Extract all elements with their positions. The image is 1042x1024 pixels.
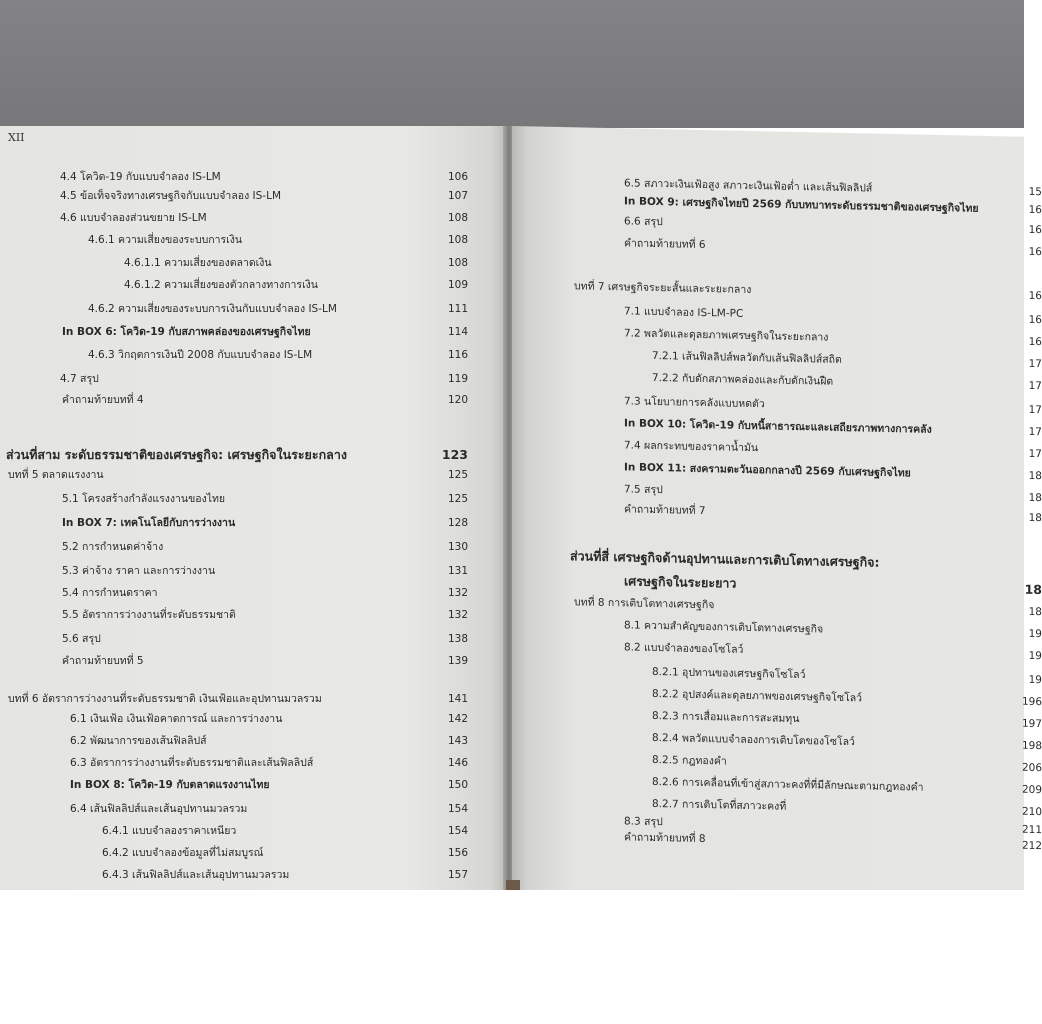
toc-entry-title: 5.6 สรุป xyxy=(62,633,101,645)
toc-entry-title: 5.1 โครงสร้างกำลังแรงงานของไทย xyxy=(62,493,226,505)
toc-entry xyxy=(652,709,1042,731)
toc-entry-page: 211 xyxy=(1021,823,1042,837)
toc-entry-title: 7.2.1 เส้นฟิลลิปส์พลวัตกับเส้นฟิลลิปส์สถิต xyxy=(652,349,842,366)
toc-entry xyxy=(652,775,1042,797)
toc-entry-title: คำถามท้ายบทที่ 8 xyxy=(624,831,706,846)
toc-entry-page: 209 xyxy=(1021,783,1042,797)
toc-entry-page: 16 xyxy=(1028,203,1042,217)
toc-entry-title: In BOX 10: โควิด-19 กับหนี้สาธารณะและเสถียรภาพทางการคลัง xyxy=(624,417,932,436)
toc-entry xyxy=(62,564,506,578)
toc-entry-page: 19 xyxy=(1028,627,1042,641)
toc-entry-page: 132 xyxy=(447,587,468,599)
toc-entry-title: ส่วนที่สาม ระดับธรรมชาติของเศรษฐกิจ: เศรษฐกิจในระยะกลาง xyxy=(6,447,347,462)
toc-entry xyxy=(88,302,506,316)
toc-entry-title: 6.4.1 แบบจำลองราคาเหนียว xyxy=(102,825,237,837)
toc-entry-page: 17 xyxy=(1028,379,1042,393)
toc-entry-page: 107 xyxy=(447,190,468,202)
toc-entry-title: 6.6 สรุป xyxy=(624,215,663,229)
toc-entry-page: 108 xyxy=(447,234,468,246)
toc-entry-title: 6.4 เส้นฟิลลิปส์และเส้นอุปทานมวลรวม xyxy=(70,803,248,815)
toc-entry-page: 17 xyxy=(1028,447,1042,461)
toc-entry-page: 138 xyxy=(447,633,468,645)
toc-entry-title: 8.3 สรุป xyxy=(624,815,663,829)
toc-entry-title: 8.2 แบบจำลองของโซโลว์ xyxy=(624,641,744,656)
toc-entry xyxy=(60,170,506,184)
toc-entry-title: In BOX 9: เศรษฐกิจไทยปี 2569 กับบทบาทระดับธรรมชาติของเศรษฐกิจไทย xyxy=(624,195,979,215)
toc-entry-page: 125 xyxy=(447,469,468,481)
toc-entry-page: 198 xyxy=(1021,739,1042,753)
toc-entry-page: 120 xyxy=(447,394,468,406)
toc-entry xyxy=(652,687,1042,709)
toc-entry xyxy=(624,482,1042,505)
toc-entry-page: 119 xyxy=(447,373,468,385)
toc-entry-page: 125 xyxy=(447,493,468,505)
toc-entry xyxy=(624,640,1042,663)
toc-entry-page: 18 xyxy=(1028,605,1042,619)
toc-entry-page: 210 xyxy=(1021,805,1042,819)
toc-entry-title: 4.6 แบบจำลองส่วนขยาย IS-LM xyxy=(60,212,207,224)
toc-entry xyxy=(60,189,506,203)
toc-entry-title: 8.1 ความสำคัญของการเติบโตทางเศรษฐกิจ xyxy=(624,619,824,636)
toc-entry xyxy=(624,618,1042,641)
toc-entry-page: 130 xyxy=(447,541,468,553)
toc-entry-title: 7.3 นโยบายการคลังแบบหดตัว xyxy=(624,395,765,411)
toc-entry-page: 108 xyxy=(447,212,468,224)
toc-entry xyxy=(624,304,1042,327)
toc-entry-title: เศรษฐกิจในระยะยาว xyxy=(624,573,737,591)
toc-entry xyxy=(624,460,1042,483)
toc-entry-page: 114 xyxy=(447,326,468,338)
toc-entry xyxy=(62,654,506,668)
toc-entry-page: 18 xyxy=(1028,469,1042,483)
toc-entry-title: คำถามท้ายบทที่ 4 xyxy=(62,394,144,406)
background-top xyxy=(0,0,1024,128)
toc-entry xyxy=(62,393,506,407)
toc-entry-title: 7.2 พลวัตและดุลยภาพเศรษฐกิจในระยะกลาง xyxy=(624,327,829,344)
toc-entry xyxy=(62,540,506,554)
toc-entry xyxy=(60,372,506,386)
toc-entry-page: 139 xyxy=(447,655,468,667)
toc-entry-title: 4.6.2 ความเสี่ยงของระบบการเงินกับแบบจำลอง IS-LM xyxy=(88,303,337,315)
toc-entry-title: 4.6.1 ความเสี่ยงของระบบการเงิน xyxy=(88,234,243,246)
toc-entry xyxy=(62,608,506,622)
toc-entry-page: 157 xyxy=(447,869,468,881)
toc-entry xyxy=(60,211,506,225)
toc-part-heading xyxy=(624,572,1042,598)
toc-entry-page: 154 xyxy=(447,825,468,837)
toc-entry-title: 6.1 เงินเฟ้อ เงินเฟ้อคาดการณ์ และการว่างงาน xyxy=(70,713,283,725)
toc-entry-title: 6.3 อัตราการว่างงานที่ระดับธรรมชาติและเส้นฟิลลิปส์ xyxy=(70,757,314,769)
toc-entry-page: 132 xyxy=(447,609,468,621)
toc-entry-title: 8.2.3 การเสื่อมและการสะสมทุน xyxy=(652,709,800,726)
toc-entry-page: 15 xyxy=(1028,185,1042,199)
toc-entry-title: In BOX 6: โควิด-19 กับสภาพคล่องของเศรษฐกิจไทย xyxy=(62,326,311,338)
toc-entry xyxy=(624,326,1042,349)
toc-entry xyxy=(62,632,506,646)
toc-entry-page xyxy=(1002,556,1042,557)
toc-entry-title: 8.2.6 การเคลื่อนที่เข้าสู่สภาวะคงที่ที่มีลักษณะตามกฎทองคำ xyxy=(652,775,924,794)
page-folio: XII xyxy=(8,131,25,144)
toc-entry-page: 16 xyxy=(1028,289,1042,303)
toc-entry-title: 6.5 สภาวะเงินเฟ้อสูง สภาวะเงินเฟ้อต่ำ และเส้นฟิลลิปส์ xyxy=(624,177,873,195)
toc-entry-page: 131 xyxy=(447,565,468,577)
toc-entry xyxy=(624,214,1042,237)
toc-entry-title: 6.4.3 เส้นฟิลลิปส์และเส้นอุปทานมวลรวม xyxy=(102,869,290,881)
toc-entry xyxy=(652,371,1042,393)
toc-entry-title: 4.6.3 วิกฤตการเงินปี 2008 กับแบบจำลอง IS-LM xyxy=(88,349,313,361)
toc-entry xyxy=(70,734,506,748)
toc-entry xyxy=(624,416,1042,439)
toc-entry-page: 142 xyxy=(447,713,468,725)
toc-entry-title: คำถามท้ายบทที่ 7 xyxy=(624,503,706,518)
background-bottom xyxy=(0,890,1024,1024)
toc-entry-title: บทที่ 7 เศรษฐกิจระยะสั้นและระยะกลาง xyxy=(574,280,752,297)
toc-entry-title: In BOX 8: โควิด-19 กับตลาดแรงงานไทย xyxy=(70,779,270,791)
toc-entry-title: บทที่ 6 อัตราการว่างงานที่ระดับธรรมชาติ เงินเฟ้อและอุปทานมวลรวม xyxy=(8,693,322,705)
toc-entry xyxy=(652,349,1042,371)
toc-entry-page: 146 xyxy=(447,757,468,769)
right-page xyxy=(512,126,1042,907)
toc-entry-page: 16 xyxy=(1028,223,1042,237)
toc-entry xyxy=(124,278,506,292)
toc-entry xyxy=(88,233,506,247)
toc-entry xyxy=(624,236,1042,259)
toc-entry-title: บทที่ 8 การเติบโตทางเศรษฐกิจ xyxy=(574,596,715,612)
toc-entry xyxy=(624,438,1042,461)
toc-entry-page: 206 xyxy=(1021,761,1042,775)
toc-entry xyxy=(102,824,506,838)
toc-entry-page: 116 xyxy=(447,349,468,361)
toc-entry xyxy=(102,868,506,882)
toc-entry xyxy=(574,595,1042,619)
toc-entry xyxy=(652,665,1042,687)
toc-entry-title: 8.2.7 การเติบโตที่สภาวะคงที่ xyxy=(652,797,787,813)
toc-entry-title: 4.6.1.1 ความเสี่ยงของตลาดเงิน xyxy=(124,257,272,269)
toc-entry-page: 18 xyxy=(1028,491,1042,505)
toc-entry-title: 4.7 สรุป xyxy=(60,373,99,385)
toc-entry xyxy=(62,586,506,600)
toc-entry-title: 7.5 สรุป xyxy=(624,483,663,497)
toc-entry-page: 18 xyxy=(1024,581,1042,598)
toc-entry-title: 5.2 การกำหนดค่าจ้าง xyxy=(62,541,164,553)
toc-entry-title: 6.2 พัฒนาการของเส้นฟิลลิปส์ xyxy=(70,735,207,747)
toc-entry-page: 16 xyxy=(1028,245,1042,259)
toc-entry xyxy=(8,468,506,482)
toc-entry-title: In BOX 11: สงครามตะวันออกกลางปี 2569 กับเศรษฐกิจไทย xyxy=(624,461,911,480)
toc-entry xyxy=(124,256,506,270)
toc-entry-title: 6.4.2 แบบจำลองข้อมูลที่ไม่สมบูรณ์ xyxy=(102,847,264,859)
toc-entry xyxy=(8,692,506,706)
toc-entry xyxy=(574,279,1042,303)
toc-entry-title: In BOX 7: เทคโนโลยีกับการว่างงาน xyxy=(62,517,236,529)
toc-entry xyxy=(62,516,506,530)
toc-entry-title: 5.5 อัตราการว่างงานที่ระดับธรรมชาติ xyxy=(62,609,236,621)
toc-entry-title: 7.4 ผลกระทบของราคาน้ำมัน xyxy=(624,439,759,455)
toc-entry-page: 19 xyxy=(1028,649,1042,663)
toc-entry xyxy=(624,194,1042,217)
toc-entry xyxy=(70,756,506,770)
toc-entry-page: 17 xyxy=(1028,357,1042,371)
toc-entry-title: คำถามท้ายบทที่ 5 xyxy=(62,655,144,667)
toc-entry-page: 154 xyxy=(447,803,468,815)
toc-entry-page: 143 xyxy=(447,735,468,747)
toc-entry-title: 5.3 ค่าจ้าง ราคา และการว่างงาน xyxy=(62,565,216,577)
toc-entry-page: 106 xyxy=(447,171,468,183)
toc-entry xyxy=(62,325,506,339)
left-page xyxy=(0,126,506,896)
toc-entry-title: ส่วนที่สี่ เศรษฐกิจด้านอุปทานและการเติบโตทางเศรษฐกิจ: xyxy=(570,548,880,570)
toc-entry-title: 8.2.4 พลวัตแบบจำลองการเติบโตของโซโลว์ xyxy=(652,731,855,749)
toc-entry xyxy=(652,753,1042,775)
toc-part-heading xyxy=(570,547,1024,575)
toc-entry-page: 109 xyxy=(447,279,468,291)
toc-entry-page: 16 xyxy=(1028,335,1042,349)
toc-entry-page: 111 xyxy=(447,303,468,315)
toc-entry-title: 4.4 โควิด-19 กับแบบจำลอง IS-LM xyxy=(60,171,221,183)
toc-entry xyxy=(70,712,506,726)
toc-entry-page: 19 xyxy=(1028,673,1042,687)
toc-entry-page: 16 xyxy=(1028,313,1042,327)
toc-entry-title: 4.5 ข้อเท็จจริงทางเศรษฐกิจกับแบบจำลอง IS-LM xyxy=(60,190,281,202)
toc-entry-page: 156 xyxy=(447,847,468,859)
toc-entry-page: 196 xyxy=(1021,695,1042,709)
toc-entry-page: 197 xyxy=(1021,717,1042,731)
toc-entry xyxy=(624,394,1042,417)
toc-entry-title: 8.2.2 อุปสงค์และดุลยภาพของเศรษฐกิจโซโลว์ xyxy=(652,687,863,705)
toc-entry xyxy=(624,502,1042,525)
toc-entry-page: 212 xyxy=(1021,839,1042,853)
toc-entry xyxy=(652,731,1042,753)
toc-entry-title: 5.4 การกำหนดราคา xyxy=(62,587,158,599)
toc-entry-page: 108 xyxy=(447,257,468,269)
toc-entry xyxy=(70,778,506,792)
toc-entry-page: 18 xyxy=(1028,511,1042,525)
toc-entry-title: 8.2.5 กฎทองคำ xyxy=(652,753,727,768)
toc-entry-title: 4.6.1.2 ความเสี่ยงของตัวกลางทางการเงิน xyxy=(124,279,318,291)
toc-entry-title: 7.2.2 กับดักสภาพคล่องและกับดักเงินฝืด xyxy=(652,371,834,388)
toc-part-heading xyxy=(6,446,506,464)
toc-entry-title: 8.2.1 อุปทานของเศรษฐกิจโซโลว์ xyxy=(652,665,806,682)
toc-entry-title: คำถามท้ายบทที่ 6 xyxy=(624,237,706,252)
toc-entry-page: 17 xyxy=(1028,403,1042,417)
toc-entry-title: 7.1 แบบจำลอง IS-LM-PC xyxy=(624,305,744,320)
toc-entry xyxy=(88,348,506,362)
toc-entry xyxy=(62,492,506,506)
toc-entry-page: 17 xyxy=(1028,425,1042,439)
toc-entry xyxy=(70,802,506,816)
toc-entry xyxy=(102,846,506,860)
toc-entry-page: 141 xyxy=(447,693,468,705)
toc-entry-title: บทที่ 5 ตลาดแรงงาน xyxy=(8,469,104,481)
toc-entry-page: 123 xyxy=(441,447,468,462)
toc-entry-page: 150 xyxy=(447,779,468,791)
toc-entry-page: 128 xyxy=(447,517,468,529)
